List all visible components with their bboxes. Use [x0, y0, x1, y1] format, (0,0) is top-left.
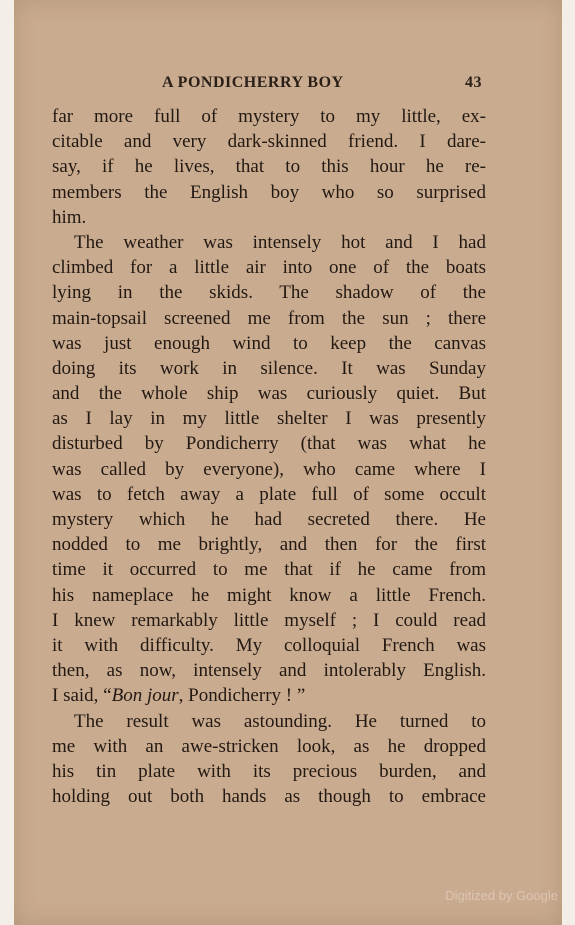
text-line-with-italic	[52, 683, 486, 708]
text-line: his nameplace he might know a little French.	[52, 584, 486, 606]
text-line: me with an awe-stricken look, as he dropped	[52, 735, 486, 757]
text-line: lying in the skids. The shadow of the	[52, 282, 486, 304]
text-line: was called by everyone), who came where I	[52, 458, 486, 480]
text-line: it with difficulty. My colloquial French was	[52, 634, 486, 656]
text-line: doing its work in silence. It was Sunday	[52, 357, 486, 379]
left-margin	[0, 0, 14, 925]
text-line: The weather was intensely hot and I had	[74, 231, 486, 253]
page-number: 43	[465, 74, 482, 91]
text-line: main-topsail screened me from the sun ; there	[52, 307, 486, 329]
watermark: Digitized by Google	[445, 888, 558, 903]
text-line: citable and very dark-skinned friend. I dare-	[52, 131, 486, 153]
text-fragment: I said, “	[52, 685, 112, 707]
text-line: then, as now, intensely and intolerably English.	[52, 660, 486, 682]
text-fragment: , Pondicherry ! ”	[178, 685, 306, 707]
page-header	[14, 74, 562, 96]
text-line: say, if he lives, that to this hour he re-	[52, 156, 486, 178]
body-text	[52, 104, 486, 809]
text-line: The result was astounding. He turned to	[74, 710, 486, 732]
running-head: A PONDICHERRY BOY	[162, 74, 344, 91]
text-line: mystery which he had secreted there. He	[52, 509, 486, 530]
book-page	[14, 0, 562, 925]
italic-phrase: Bon jour	[111, 685, 179, 707]
text-line: his tin plate with its precious burden, and	[52, 760, 486, 782]
right-margin	[562, 0, 575, 925]
text-line: as I lay in my little shelter I was presently	[52, 408, 486, 430]
text-line: I knew remarkably little myself ; I could read	[52, 609, 486, 631]
text-line: holding out both hands as though to embrace	[52, 786, 486, 808]
text-line: disturbed by Pondicherry (that was what he	[52, 433, 486, 455]
text-line: time it occurred to me that if he came from	[52, 559, 486, 581]
text-line: climbed for a little air into one of the boats	[52, 257, 486, 279]
text-line: members the English boy who so surprised	[52, 181, 486, 203]
text-line: and the whole ship was curiously quiet. But	[52, 383, 486, 405]
text-line: was to fetch away a plate full of some occult	[52, 483, 486, 505]
text-line: him.	[52, 206, 87, 228]
text-line: far more full of mystery to my little, ex-	[52, 106, 486, 127]
text-line: was just enough wind to keep the canvas	[52, 332, 486, 354]
text-line: nodded to me brightly, and then for the first	[52, 534, 486, 556]
